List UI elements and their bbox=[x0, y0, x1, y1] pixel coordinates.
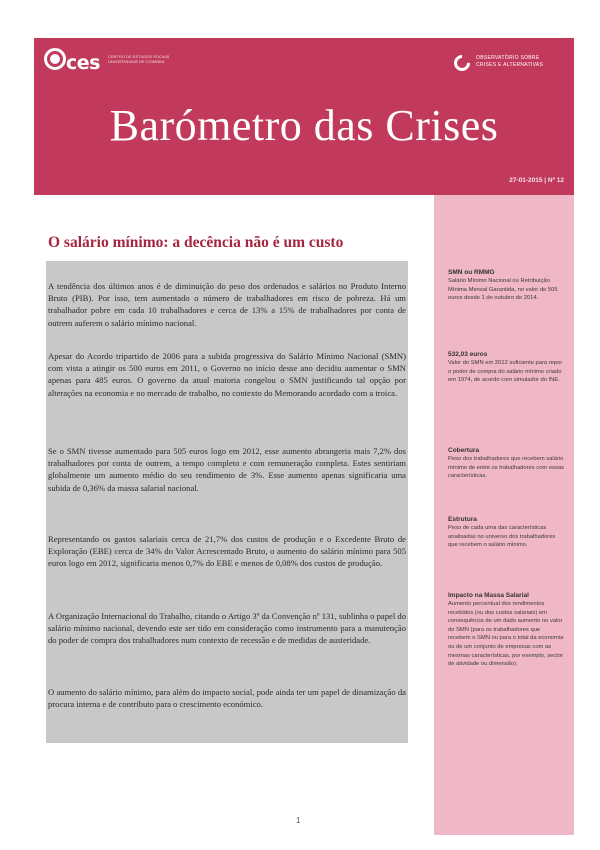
glossary-term: Cobertura bbox=[448, 447, 480, 454]
ces-logo bbox=[44, 48, 194, 86]
ces-logo-text: ces bbox=[66, 52, 100, 74]
article-paragraph: Apesar do Acordo tripartido de 2006 para a subida progressiva do Salário Mínimo Nacional (SMN) com vista a atingir os 500 euros em 2011, o Governo no início desse ano decidiu aumentar o SMN apenas para 485 euros. O governo da atual maioria congelou o SMN justificando tal opção por alterações na economia e no mercado de trabalho, no contexto do Memorando acordado com a troica. bbox=[48, 351, 406, 398]
glossary-definition: Aumento percentual dos rendimentos recebidos (ou dos custos salariais) em consequência de um dado aumento no valor do SMN (para os trabalhadores que recebem o SMN ou para o total da economia ou de um conjunto de empresas com as mesmas características, por exemplo, sector de atividade ou dimensão). bbox=[448, 601, 564, 668]
glossary-sidebar bbox=[434, 195, 574, 835]
glossary-item bbox=[448, 591, 564, 669]
glossary-item bbox=[448, 268, 564, 303]
page-number: 1 bbox=[296, 816, 301, 825]
glossary-definition: Peso de cada uma das características analisadas no universo dos trabalhadores que recebem o salário mínimo. bbox=[448, 525, 556, 549]
article-title: O salário mínimo: a decência não é um custo bbox=[48, 234, 344, 251]
glossary-definition: Peso dos trabalhadores que recebem salário mínimo de entre os trabalhadores com essas características. bbox=[448, 456, 564, 480]
observatorio-logo-line2: CRISES E ALTERNATIVAS bbox=[476, 62, 544, 68]
observatorio-logo-line1: OBSERVATÓRIO SOBRE bbox=[476, 55, 540, 61]
ces-logo-icon bbox=[44, 48, 66, 70]
glossary-item bbox=[448, 350, 564, 385]
glossary-term: 532,03 euros bbox=[448, 351, 488, 358]
article-paragraph: Representando os gastos salariais cerca de 21,7% dos custos de produção e o Excedente Bruto de Exploração (EBE) cerca de 34% do Valor Acrescentado Bruto, o aumento do salário mínimo para 505 euros logo em 2012, significaria menos 0,7% do EBE e menos de 0,08% dos custos de produção. bbox=[48, 534, 406, 569]
observatorio-logo bbox=[454, 54, 564, 76]
observatorio-logo-icon bbox=[451, 52, 474, 75]
glossary-term: SMN ou RMMG bbox=[448, 269, 495, 276]
glossary-item bbox=[448, 515, 564, 550]
article-paragraph: O aumento do salário mínimo, para além do impacto social, pode ainda ter um papel de dinamização da procura interna e de contributo para o crescimento económico. bbox=[48, 687, 406, 710]
article-body-background bbox=[46, 261, 408, 743]
ces-logo-subtitle: CENTRO DE ESTUDOS SOCIAIS UNIVERSIDADE DE COIMBRA bbox=[108, 54, 170, 64]
article-paragraph: A tendência dos últimos anos é de diminuição do peso dos ordenados e salários no Produto Interno Bruto (PIB). Por isso, tem aumentado o número de trabalhadores em risco de pobreza. Há um trabalhador pobre em cada 10 trabalhadores e cerca de 13% a 15% de trabalhadores por conta de outrem auferem o salário mínimo nacional. bbox=[48, 281, 406, 328]
glossary-item bbox=[448, 446, 564, 481]
publication-title: Barómetro das Crises bbox=[109, 101, 499, 150]
glossary-term: Estrutura bbox=[448, 516, 477, 523]
article-paragraph: A Organização Internacional do Trabalho, citando o Artigo 3º da Convenção nº 131, sublinha o papel do salário mínimo nacional, devendo este ser tido em consideração como instrumento para a manutenção do poder de compra dos trabalhadores num contexto de recessão e de medidas de austeridade. bbox=[48, 611, 406, 646]
issue-date-number: 27-01-2015 | Nº 12 bbox=[509, 177, 564, 184]
header-banner bbox=[34, 38, 574, 195]
glossary-definition: Valor do SMN em 2012 suficiente para repor o poder de compra do salário mínimo criado em 1974, de acordo com simulador do INE. bbox=[448, 360, 563, 384]
glossary-definition: Salário Mínimo Nacional ou Retribuição Mínima Mensal Garantida, no valor de 505 euros desde 1 de outubro de 2014. bbox=[448, 278, 558, 302]
glossary-term: Impacto na Massa Salarial bbox=[448, 592, 529, 599]
article-paragraph: Se o SMN tivesse aumentado para 505 euros logo em 2012, esse aumento abrangeria mais 7,2% dos trabalhadores por conta de outrem, a tempo completo e com remuneração completa. Estes sentiriam globalmente um aumento médio do seu rendimento de 3%. Esse aumento apenas significaria uma subida de 0,36% da massa salarial nacional. bbox=[48, 446, 406, 493]
